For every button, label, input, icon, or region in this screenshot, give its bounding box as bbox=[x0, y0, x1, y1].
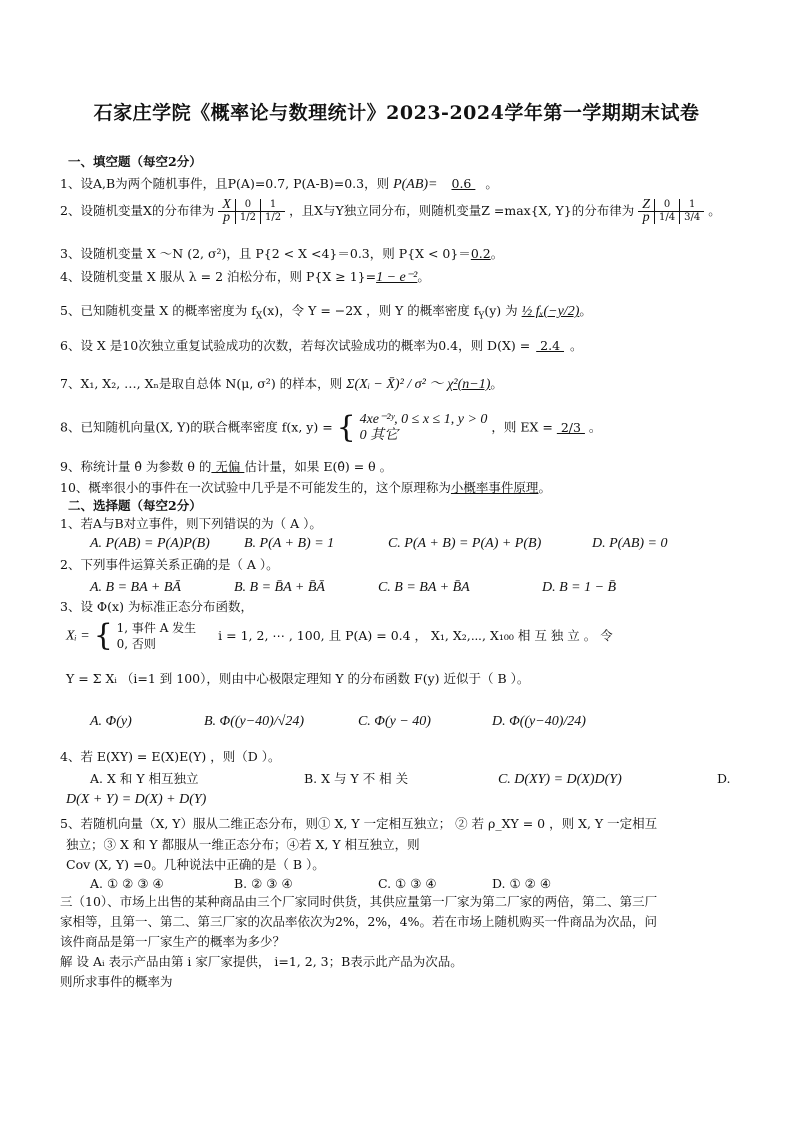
s2-q1-stem: 1、若A与B对立事件，则下列错误的为（ A ）。 bbox=[60, 516, 322, 531]
s1-q8-answer: 2/3 bbox=[556, 419, 585, 435]
s1-q6: 6、设 X 是10次独立重复试验成功的次数，若每次试验成功的概率为0.4，则 D(X) = 2.4 。 bbox=[60, 338, 583, 353]
s2-q4-options: A. X 和 Y 相互独立 B. X 与 Y 不 相 关 C. D(XY) = D(X)D(Y) D. bbox=[90, 771, 731, 787]
s1-q9-answer: 无偏 bbox=[211, 459, 245, 474]
s2-q5-line2: 独立；③ X 和 Y 都服从一维正态分布；④若 X, Y 相互独立，则 bbox=[66, 837, 420, 852]
z-distribution-table: Z 0 1 p 1/4 3/4 bbox=[638, 199, 704, 224]
s2-q3-options: A. Φ(y) B. Φ((y−40)/√24) C. Φ(y − 40) D. Φ((y−40)/24) bbox=[90, 714, 586, 729]
x-distribution-table: X 0 1 p 1/2 1/2 bbox=[218, 199, 285, 224]
s1-q2: 2、设随机变量X的分布律为 X 0 1 p 1/2 1/2 ，且X与Y独立同分布，则随机变量Z =max{X, Y}的分布律为 Z 0 1 p 1/4 3/4 。 bbox=[60, 197, 721, 225]
s1-q10: 10、概率很小的事件在一次试验中几乎是不可能发生的，这个原理称为小概率事件原理。 bbox=[60, 480, 551, 495]
s1-q1: 1、设A,B为两个随机事件，且P(A)=0.7, P(A-B)=0.3，则 P(AB)= 0.6 。 bbox=[60, 176, 498, 192]
s1-q1-answer: 0.6 bbox=[451, 176, 476, 191]
s1-q5-answer: ½ fₓ(−y/2) bbox=[521, 304, 580, 319]
s3-line2: 家相等，且第一、第二、第三厂家的次品率依次为2%，2%，4%。若在市场上随机购买一件商品为次品，问 bbox=[60, 914, 657, 929]
s1-q8: 8、已知随机向量(X, Y)的联合概率密度 f(x, y) = { 4xe⁻²ʸ, 0 ≤ x ≤ 1, y > 0 0 其它 ，则 EX = 2/3 。 bbox=[60, 410, 602, 445]
s1-q6-answer: 2.4 bbox=[536, 338, 565, 353]
s2-q4-stem: 4、若 E(XY) = E(X)E(Y) ，则（D ）。 bbox=[60, 749, 281, 764]
s2-q3-indicator: Xᵢ = { 1, 事件 A 发生 0, 否则 i = 1, 2, ⋯ , 100, 且 P(A) = 0.4 ， X₁, X₂,⋯, X₁₀₀ 相 互 独 立 。 令 bbox=[66, 618, 613, 653]
s1-q7: 7、X₁, X₂, …, Xₙ是取自总体 N(μ, σ²) 的样本，则 Σ(Xᵢ − X̄)² / σ² ～ χ²(n−1)。 bbox=[60, 376, 503, 392]
section2-heading: 二、选择题（每空2分） bbox=[68, 498, 202, 513]
page-title: 石家庄学院《概率论与数理统计》2023-2024学年第一学期期末试卷 bbox=[93, 102, 700, 124]
s3-line3: 该件商品是第一厂家生产的概率为多少？ bbox=[60, 934, 286, 949]
section1-heading: 一、填空题（每空2分） bbox=[68, 154, 202, 169]
s3-line1: 三（10）、市场上出售的某种商品由三个厂家同时供货，其供应量第一厂家为第二厂家的两倍，第二、第三厂 bbox=[60, 894, 658, 909]
s2-q3-stem: 3、设 Φ(x) 为标准正态分布函数， bbox=[60, 599, 253, 614]
s1-q3: 3、设随机变量 X ～N (2, σ²)，且 P{2 < X <4}＝0.3，则 P{X < 0}＝0.2。 bbox=[60, 246, 504, 261]
s1-q7-answer: χ²(n−1) bbox=[447, 377, 491, 392]
s1-q4-answer: 1 − e⁻² bbox=[376, 270, 418, 285]
s2-q2-stem: 2、下列事件运算关系正确的是（ A ）。 bbox=[60, 557, 279, 572]
s1-q3-answer: 0.2 bbox=[470, 246, 491, 261]
s1-q10-answer: 小概率事件原理 bbox=[450, 480, 539, 495]
s1-q5: 5、已知随机变量 X 的概率密度为 $f_X(x)$，令 Y = −2X ，则 Y 的概率密度 $f_Y(y)$ 为 ½ fₓ(−y/2)。 bbox=[60, 303, 592, 322]
s3-line5: 则所求事件的概率为 bbox=[60, 974, 173, 989]
s2-q5-options: A. ① ② ③ ④ B. ② ③ ④ C. ① ③ ④ D. ① ② ④ bbox=[90, 876, 552, 891]
s2-q5-line1: 5、若随机向量（X, Y）服从二维正态分布，则① X, Y 一定相互独立； ② 若 ρ_XY = 0 ，则 X, Y 一定相互 bbox=[60, 816, 658, 831]
s2-q5-line3: Cov (X, Y) =0。几种说法中正确的是（ B ）。 bbox=[66, 857, 325, 872]
s1-q9: 9、称统计量 θ̂ 为参数 θ 的 无偏 估计量，如果 E(θ̂) = θ 。 bbox=[60, 459, 393, 474]
s2-q4-cont: D(X + Y) = D(X) + D(Y) bbox=[66, 792, 207, 807]
s2-q2-options: A. B = BA + BĀ B. B = B̄A + B̄Ā C. B = BA + B̄A D. B = 1 − B̄ bbox=[90, 580, 617, 595]
s2-q1-options: A. P(AB) = P(A)P(B) B. P(A + B) = 1 C. P(A + B) = P(A) + P(B) D. P(AB) = 0 bbox=[90, 536, 668, 551]
s1-q4: 4、设随机变量 X 服从 λ = 2 泊松分布，则 P{X ≥ 1}=1 − e⁻²。 bbox=[60, 269, 430, 285]
piecewise-density: { 4xe⁻²ʸ, 0 ≤ x ≤ 1, y > 0 0 其它 bbox=[336, 410, 488, 445]
s3-line4: 解 设 Aᵢ 表示产品由第 i 家厂家提供， i=1, 2, 3；B表示此产品为次品。 bbox=[60, 954, 463, 969]
s2-q3-line2: Y = Σ Xᵢ （i=1 到 100），则由中心极限定理知 Y 的分布函数 F(y) 近似于（ B ）。 bbox=[66, 671, 530, 686]
